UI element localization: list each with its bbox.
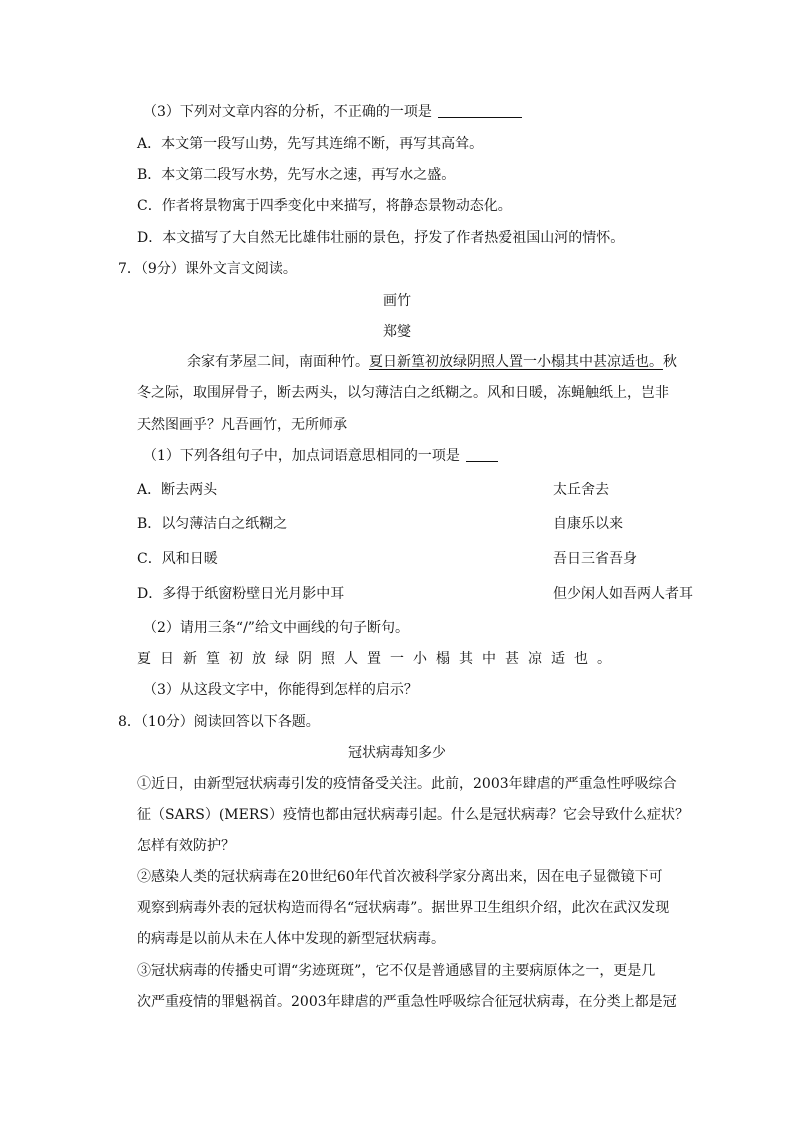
article-title: 冠状病毒知多少 <box>348 745 446 761</box>
option-a: A．本文第一段写山势，先写其连绵不断，再写其高耸。 <box>137 136 484 152</box>
passage-line-3: 天然图画乎？凡吾画竹，无所师承 <box>137 417 347 433</box>
article-line: 征（SARS）(MERS）疫情也都由冠状病毒引起。什么是冠状病毒？它会导致什么症状？ <box>137 807 689 823</box>
passage-line-1: 余家有茅屋二间，南面种竹。夏日新篁初放绿阴照人置一小榻其中甚凉适也。秋 <box>187 354 677 370</box>
question-7-2-stem: （2）请用三条“/”给文中画线的句子断句。 <box>143 620 409 636</box>
article-line: 观察到病毒外表的冠状构造而得名“冠状病毒”。据世界卫生组织介绍，此次在武汉发现 <box>137 900 670 916</box>
question-7-heading: 7．（9分）课外文言文阅读。 <box>118 261 297 277</box>
option-b: B．本文第二段写水势，先写水之速，再写水之盛。 <box>137 167 456 183</box>
article-line: ②感染人类的冠状病毒在20世纪60年代首次被科学家分离出来，因在电子显微镜下可 <box>137 869 663 885</box>
article-line: ③冠状病毒的传播史可谓“劣迹斑斑”，它不仅是普通感冒的主要病原体之一，更是几 <box>137 963 656 979</box>
passage-line-2: 冬之际，取围屏骨子，断去两头，以匀薄洁白之纸糊之。风和日暖，冻蝇触纸上，岂非 <box>137 385 669 401</box>
passage-title: 画竹 <box>383 293 411 309</box>
option-c: C．作者将景物寓于四季变化中来描写，将静态景物动态化。 <box>137 198 512 214</box>
option-row-c: C．风和日暖 吾日三省吾身 <box>137 551 637 567</box>
question-8-heading: 8．（10分）阅读回答以下各题。 <box>118 714 320 730</box>
option-row-a: A．断去两头 太丘舍去 <box>137 482 609 498</box>
option-row-d: D．多得于纸窗粉壁日光月影中耳 但少闲人如吾两人者耳 <box>137 586 693 602</box>
sentence-to-punctuate: 夏日新篁初放绿阴照人置一小榻其中甚凉适也。 <box>137 651 620 667</box>
question-7-1-stem: （1）下列各组句子中，加点词语意思相同的一项是 <box>143 446 498 466</box>
question-6-3-stem: （3）下列对文章内容的分析，不正确的一项是 <box>143 102 522 122</box>
article-line: ①近日，由新型冠状病毒引发的疫情备受关注。此前，2003年肆虐的严重急性呼吸综合 <box>137 776 677 792</box>
article-line: 次严重疫情的罪魁祸首。2003年肆虐的严重急性呼吸综合征冠状病毒，在分类上都是冠 <box>137 994 677 1010</box>
option-row-b: B．以匀薄洁白之纸糊之 自康乐以来 <box>137 516 623 532</box>
answer-blank[interactable] <box>466 447 498 462</box>
article-line: 怎样有效防护？ <box>137 838 235 854</box>
passage-author: 郑燮 <box>383 324 411 340</box>
answer-blank[interactable] <box>438 103 522 118</box>
option-d: D．本文描写了大自然无比雄伟壮丽的景色，抒发了作者热爱祖国山河的情怀。 <box>137 230 625 246</box>
question-7-3-stem: （3）从这段文字中，你能得到怎样的启示？ <box>143 682 418 698</box>
article-line: 的病毒是以前从未在人体中发现的新型冠状病毒。 <box>137 931 445 947</box>
underlined-sentence: 夏日新篁初放绿阴照人置一小榻其中甚凉适也。 <box>369 354 663 370</box>
